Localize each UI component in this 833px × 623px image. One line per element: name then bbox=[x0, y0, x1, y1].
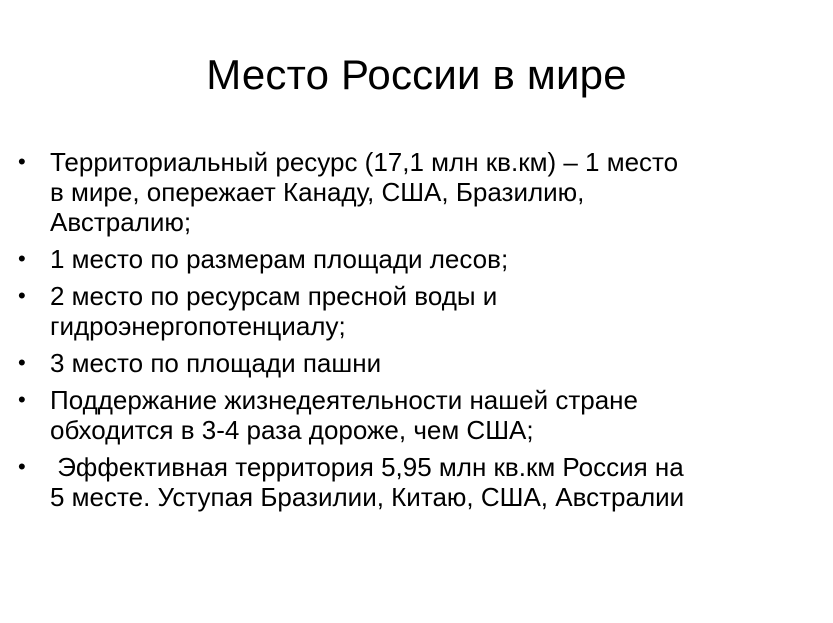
bullet-text: 1 место по размерам площади лесов; bbox=[50, 244, 509, 274]
bullet-item-effective-territory bbox=[18, 452, 763, 512]
bullet-text: 2 место по ресурсам пресной воды и гидроэнергопотенциалу; bbox=[50, 281, 498, 341]
bullet-marker: • bbox=[18, 350, 26, 375]
bullet-marker: • bbox=[18, 246, 26, 271]
slide-title: Место России в мире bbox=[206, 51, 627, 98]
bullet-item-water bbox=[18, 281, 763, 341]
bullet-item-arable-land bbox=[18, 348, 763, 378]
bullet-item-forests bbox=[18, 244, 763, 274]
bullet-marker: • bbox=[18, 283, 26, 308]
bullet-marker: • bbox=[18, 387, 26, 412]
bullet-item-territory bbox=[18, 147, 763, 237]
bullet-text: Территориальный ресурс (17,1 млн кв.км) – 1 место в мире, опережает Канаду, США, Бразилию, Австралию; bbox=[50, 147, 679, 237]
bullet-item-cost-of-living bbox=[18, 385, 763, 445]
bullet-marker: • bbox=[18, 454, 26, 479]
bullet-list bbox=[18, 147, 763, 519]
bullet-text: Эффективная территория 5,95 млн кв.км Россия на 5 месте. Уступая Бразилии, Китаю, США, Австралии bbox=[50, 452, 685, 512]
bullet-text: Поддержание жизнедеятельности нашей стране обходится в 3-4 раза дороже, чем США; bbox=[50, 385, 638, 445]
bullet-text: 3 место по площади пашни bbox=[50, 348, 382, 378]
bullet-marker: • bbox=[18, 149, 26, 174]
